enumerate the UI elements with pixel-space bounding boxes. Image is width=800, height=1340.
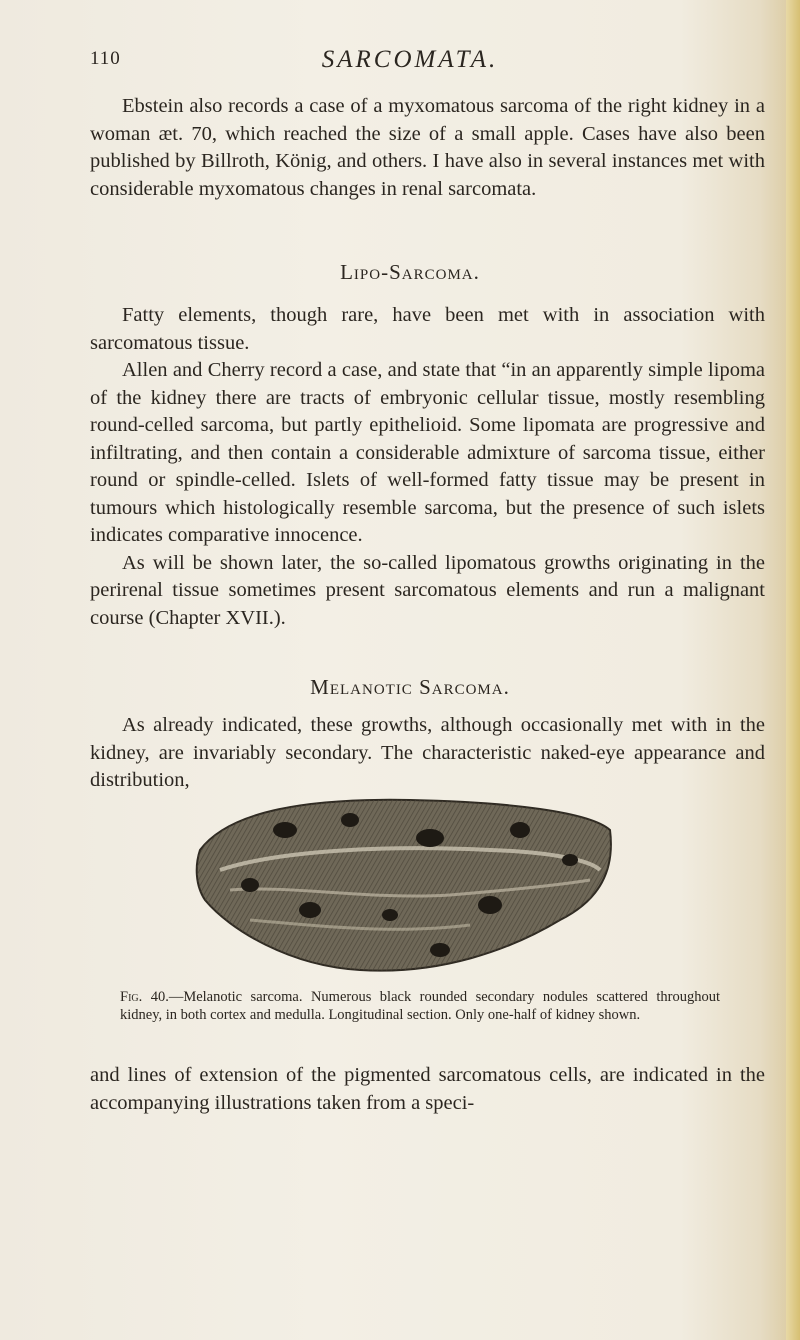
kidney-section-illustration xyxy=(190,790,620,980)
figure-label: Fig. 40. xyxy=(120,989,169,1005)
page-number: 110 xyxy=(90,48,121,69)
page-header xyxy=(90,48,730,78)
paragraph: Ebstein also records a case of a myxomatous sarcoma of the right kidney in a woman æt. 70, which reached the size of a small apple. Cases have also been published by Billroth, König, and others. I have also in several instances met with considerable myxomatous changes in renal sarcomata. xyxy=(90,95,765,200)
figure-caption xyxy=(120,988,720,1024)
text-block-continuation xyxy=(90,1062,765,1117)
section-heading-lipo-sarcoma: Lipo-Sarcoma. xyxy=(340,260,480,284)
section-heading-melanotic-sarcoma: Melanotic Sarcoma. xyxy=(310,675,510,699)
text-block-intro xyxy=(90,93,765,203)
text-block-melanotic xyxy=(90,712,765,795)
figure-caption-text: —Melanotic sarcoma. Numerous black rounded secondary nodules scattered throughout kidney, in both cortex and medulla. Longitudinal section. Only one-half of kidney shown. xyxy=(120,989,720,1023)
text-block-lipo xyxy=(90,302,765,632)
paragraph: As will be shown later, the so-called lipomatous growths originating in the perirenal tissue sometimes present sarcomatous elements and run a malignant course (Chapter XVII.). xyxy=(90,551,765,629)
running-title: SARCOMATA. xyxy=(321,46,499,73)
page-edge xyxy=(786,0,800,1340)
paragraph: Allen and Cherry record a case, and state that “in an apparently simple lipoma of the kidney there are tracts of embryonic cellular tissue, mostly resembling round-celled sarcoma, but partly epithelioid. Some lipomata are progressive and infiltrating, and then contain a considerable admixture of sarcoma tissue, either round or spindle-celled. Islets of well-formed fatty tissue may be present in tumours which histologically resemble sarcoma, but the presence of such islets indicates comparative innocence. xyxy=(90,359,765,546)
paragraph: and lines of extension of the pigmented sarcomatous cells, are indicated in the accompanying illustrations taken from a speci- xyxy=(90,1064,765,1114)
paragraph: Fatty elements, though rare, have been met with in association with sarcomatous tissue. xyxy=(90,304,765,354)
paragraph: As already indicated, these growths, although occasionally met with in the kidney, are invariably secondary. The characteristic naked-eye appearance and distribution, xyxy=(90,714,765,791)
